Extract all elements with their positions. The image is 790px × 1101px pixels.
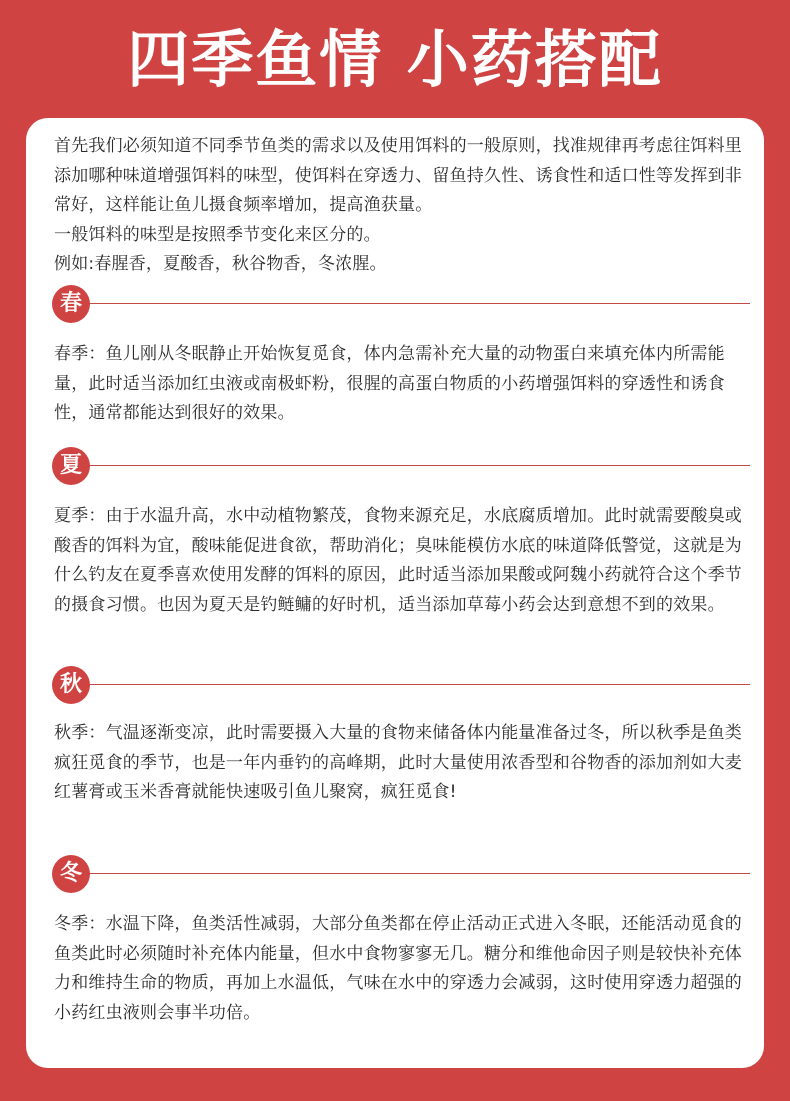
divider-line (90, 465, 750, 466)
page-title: 四季鱼情 小药搭配 (127, 23, 663, 96)
season-badge-winter: 冬 (52, 855, 90, 893)
season-text-spring: 春季：鱼儿刚从冬眠静止开始恢复觅食，体内急需补充大量的动物蛋白来填充体内所需能量，此时适当添加红虫液或南极虾粉，很腥的高蛋白物质的小药增强饵料的穿透性和诱食性，通常都能达到很好的效果。 (54, 344, 725, 423)
season-header-autumn (52, 666, 750, 704)
season-badge-autumn: 秋 (52, 666, 90, 704)
season-text-winter: 冬季：水温下降，鱼类活性减弱，大部分鱼类都在停止活动正式进入冬眠，还能活动觅食的鱼类此时必须随时补充体内能量，但水中食物寥寥无几。糖分和维他命因子则是较快补充体力和维持生命的物质，再加上水温低，气味在水中的穿透力会减弱，这时使用穿透力超强的小药红虫液则会事半功倍。 (54, 914, 742, 1023)
season-text-autumn: 秋季：气温逐渐变凉，此时需要摄入大量的食物来储备体内能量准备过冬，所以秋季是鱼类疯狂觅食的季节，也是一年内垂钓的高峰期，此时大量使用浓香型和谷物香的添加剂如大麦红薯膏或玉米香膏就能快速吸引鱼儿聚窝，疯狂觅食! (54, 723, 742, 802)
divider-line (90, 873, 750, 874)
intro-paragraph: 例如:春腥香，夏酸香，秋谷物香，冬浓腥。 (54, 254, 387, 274)
season-badge-summer: 夏 (52, 447, 90, 485)
content-card (26, 118, 764, 1068)
divider-line (90, 684, 750, 685)
intro-paragraph: 一般饵料的味型是按照季节变化来区分的。 (54, 224, 381, 245)
season-text-summer: 夏季：由于水温升高，水中动植物繁茂，食物来源充足，水底腐质增加。此时就需要酸臭或酸香的饵料为宜，酸味能促进食欲，帮助消化；臭味能模仿水底的味道降低警觉，这就是为什么钓友在夏季喜欢使用发酵的饵料的原因，此时适当添加果酸或阿魏小药就符合这个季节的摄食习惯。也因为夏天是钓鲢鳙的好时机，适当添加草莓小药会达到意想不到的效果。 (54, 506, 742, 615)
divider-line (90, 303, 750, 304)
intro-section (54, 132, 744, 280)
season-header-winter (52, 855, 750, 893)
season-badge-spring: 春 (52, 285, 90, 323)
intro-paragraph: 首先我们必须知道不同季节鱼类的需求以及使用饵料的一般原则，找准规律再考虑往饵料里添加哪种味道增强饵料的味型，使饵料在穿透力、留鱼持久性、诱食性和适口性等发挥到非常好，这样能让鱼儿摄食频率增加，提高渔获量。 (54, 136, 742, 215)
season-header-spring (52, 285, 750, 323)
season-header-summer (52, 447, 750, 485)
